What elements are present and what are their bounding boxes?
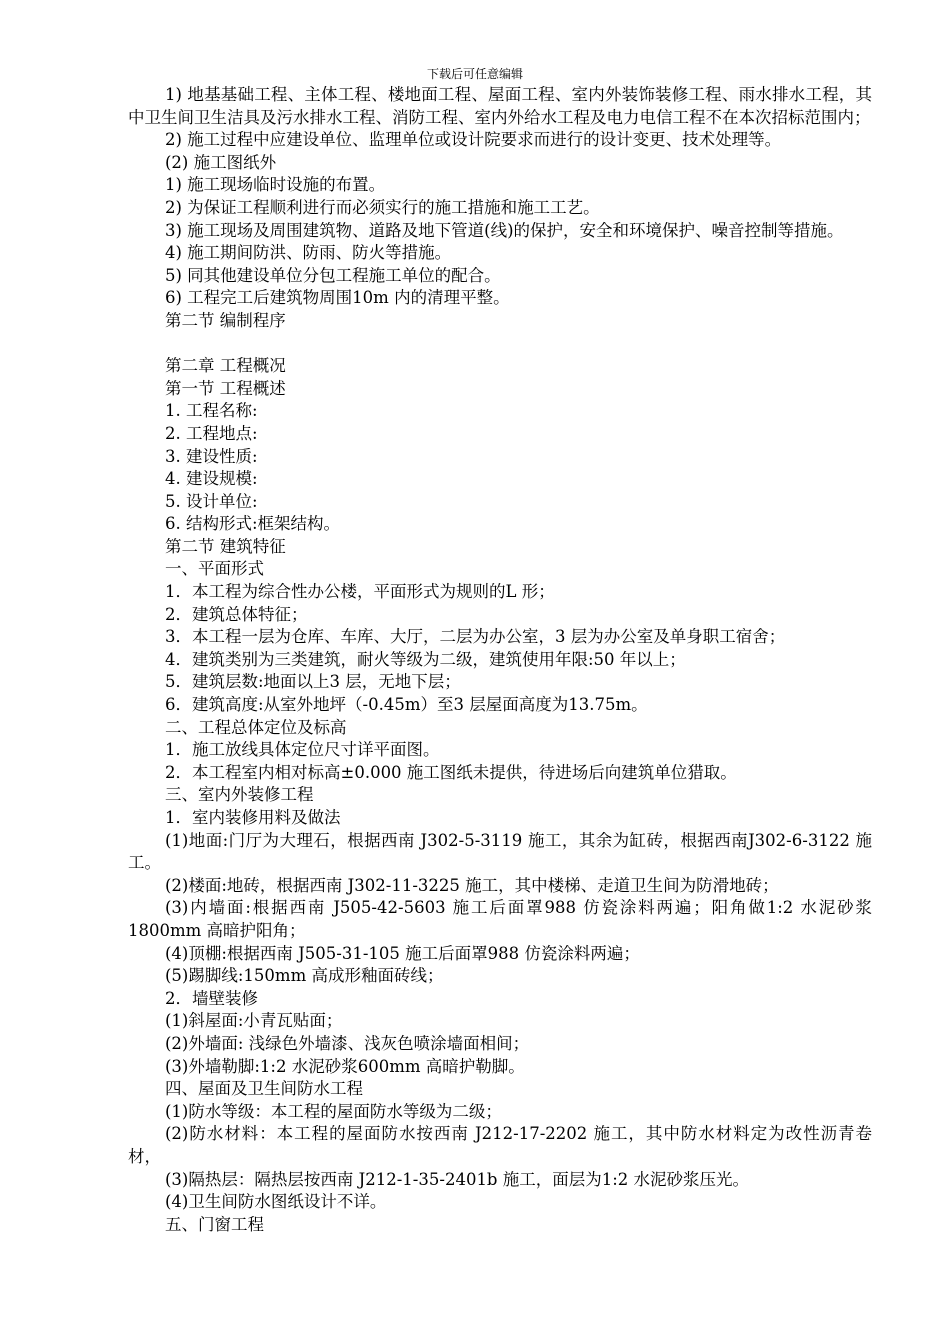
paragraph-outside-item-1: 1) 施工现场临时设施的布置。 [165, 175, 386, 195]
page-header: 下载后可任意编辑 [426, 67, 523, 81]
waterproofing-item: (1)防水等级：本工程的屋面防水等级为二级； [165, 1101, 502, 1121]
plan-form-item: 3．本工程一层为仓库、车库、大厅，二层为办公室，3 层为办公室及单身职工宿舍； [165, 627, 786, 647]
section-heading-procedure: 第二节 编制程序 [165, 310, 286, 330]
wall-decoration-subheading: 2．墙壁装修 [165, 988, 258, 1008]
plan-form-item: 1．本工程为综合性办公楼，平面形式为规则的L 形； [165, 582, 555, 602]
chapter-heading: 第二章 工程概况 [165, 356, 286, 376]
decoration-item: (4)顶棚:根据西南 J505-31-105 施工后面罩988 仿瓷涂料两遍； [165, 943, 640, 963]
waterproofing-item: (2)防水材料：本工程的屋面防水按西南 J212-17-2202 施工，其中防水材料定为改性沥青卷材， [128, 1124, 872, 1166]
waterproofing-item: (4)卫生间防水图纸设计不详。 [165, 1192, 387, 1212]
decoration-item: (3)内墙面:根据西南 J505-42-5603 施工后面罩988 仿瓷涂料两遍；阳角做1:2 水泥砂浆1800mm 高暗护阳角； [128, 898, 872, 940]
decoration-subheading: 1．室内装修用料及做法 [165, 808, 341, 827]
paragraph-outside-item-4: 4) 施工期间防洪、防雨、防火等措施。 [165, 243, 452, 263]
overview-item: 6. 结构形式:框架结构。 [165, 514, 341, 534]
subheading-positioning: 二、工程总体定位及标高 [165, 717, 347, 737]
waterproofing-item: (3)隔热层：隔热层按西南 J212-1-35-2401b 施工，面层为1:2 水泥砂浆压光。 [165, 1169, 750, 1189]
overview-item: 2. 工程地点: [165, 423, 258, 443]
plan-form-item: 2．建筑总体特征； [165, 604, 308, 624]
overview-item: 5. 设计单位: [165, 491, 258, 511]
positioning-item: 1．施工放线具体定位尺寸详平面图。 [165, 740, 440, 760]
section-heading-features: 第二节 建筑特征 [165, 536, 286, 556]
overview-item: 3. 建设性质: [165, 446, 258, 466]
subheading-doors-windows: 五、门窗工程 [165, 1214, 264, 1234]
subheading-decoration: 三、室内外装修工程 [165, 785, 314, 805]
plan-form-item: 6．建筑高度:从室外地坪（-0.45m）至3 层屋面高度为13.75m。 [165, 695, 648, 715]
plan-form-item: 5．建筑层数:地面以上3 层，无地下层； [165, 672, 461, 692]
paragraph-outside-item-3: 3) 施工现场及周围建筑物、道路及地下管道(线)的保护，安全和环境保护、噪音控制等措施。 [165, 220, 844, 240]
subheading-plan-form: 一、平面形式 [165, 559, 264, 579]
decoration-item: (5)踢脚线:150mm 高成形釉面砖线； [165, 966, 444, 986]
wall-decoration-item: (1)斜屋面:小青瓦贴面； [165, 1011, 343, 1031]
decoration-item: (1)地面:门厅为大理石，根据西南 J302-5-3119 施工，其余为缸砖，根据西南J302-6-3122 施工。 [128, 830, 872, 873]
paragraph-outside-item-2: 2) 为保证工程顺利进行而必须实行的施工措施和施工工艺。 [165, 197, 600, 217]
paragraph-outside-item-5: 5) 同其他建设单位分包工程施工单位的配合。 [165, 265, 501, 285]
paragraph-outside-item-6: 6) 工程完工后建筑物周围10m 内的清理平整。 [165, 288, 510, 308]
positioning-item: 2．本工程室内相对标高±0.000 施工图纸未提供，待进场后向建筑单位猎取。 [165, 762, 737, 782]
blank-line [128, 333, 872, 356]
plan-form-item: 4．建筑类别为三类建筑，耐火等级为二级，建筑使用年限:50 年以上； [165, 649, 686, 669]
subheading-drawings-outside: (2) 施工图纸外 [165, 152, 277, 172]
subheading-waterproofing: 四、屋面及卫生间防水工程 [165, 1079, 363, 1099]
section-heading-overview: 第一节 工程概述 [165, 378, 286, 398]
wall-decoration-item: (2)外墙面: 浅绿色外墙漆、浅灰色喷涂墙面相间； [165, 1033, 530, 1053]
paragraph-scope-item-2: 2) 施工过程中应建设单位、监理单位或设计院要求而进行的设计变更、技术处理等。 [165, 130, 782, 150]
overview-item: 4. 建设规模: [165, 469, 258, 489]
document-body [128, 84, 872, 1236]
paragraph-scope-item-1: 1) 地基基础工程、主体工程、楼地面工程、屋面工程、室内外装饰装修工程、雨水排水工程，其中卫生间卫生洁具及污水排水工程、消防工程、室内外给水工程及电力电信工程不在本次招标范围内； [128, 85, 872, 127]
overview-item: 1. 工程名称: [165, 401, 258, 421]
wall-decoration-item: (3)外墙勒脚:1:2 水泥砂浆600mm 高暗护勒脚。 [165, 1056, 525, 1076]
decoration-item: (2)楼面:地砖，根据西南 J302-11-3225 施工，其中楼梯、走道卫生间为防滑地砖； [165, 875, 779, 895]
